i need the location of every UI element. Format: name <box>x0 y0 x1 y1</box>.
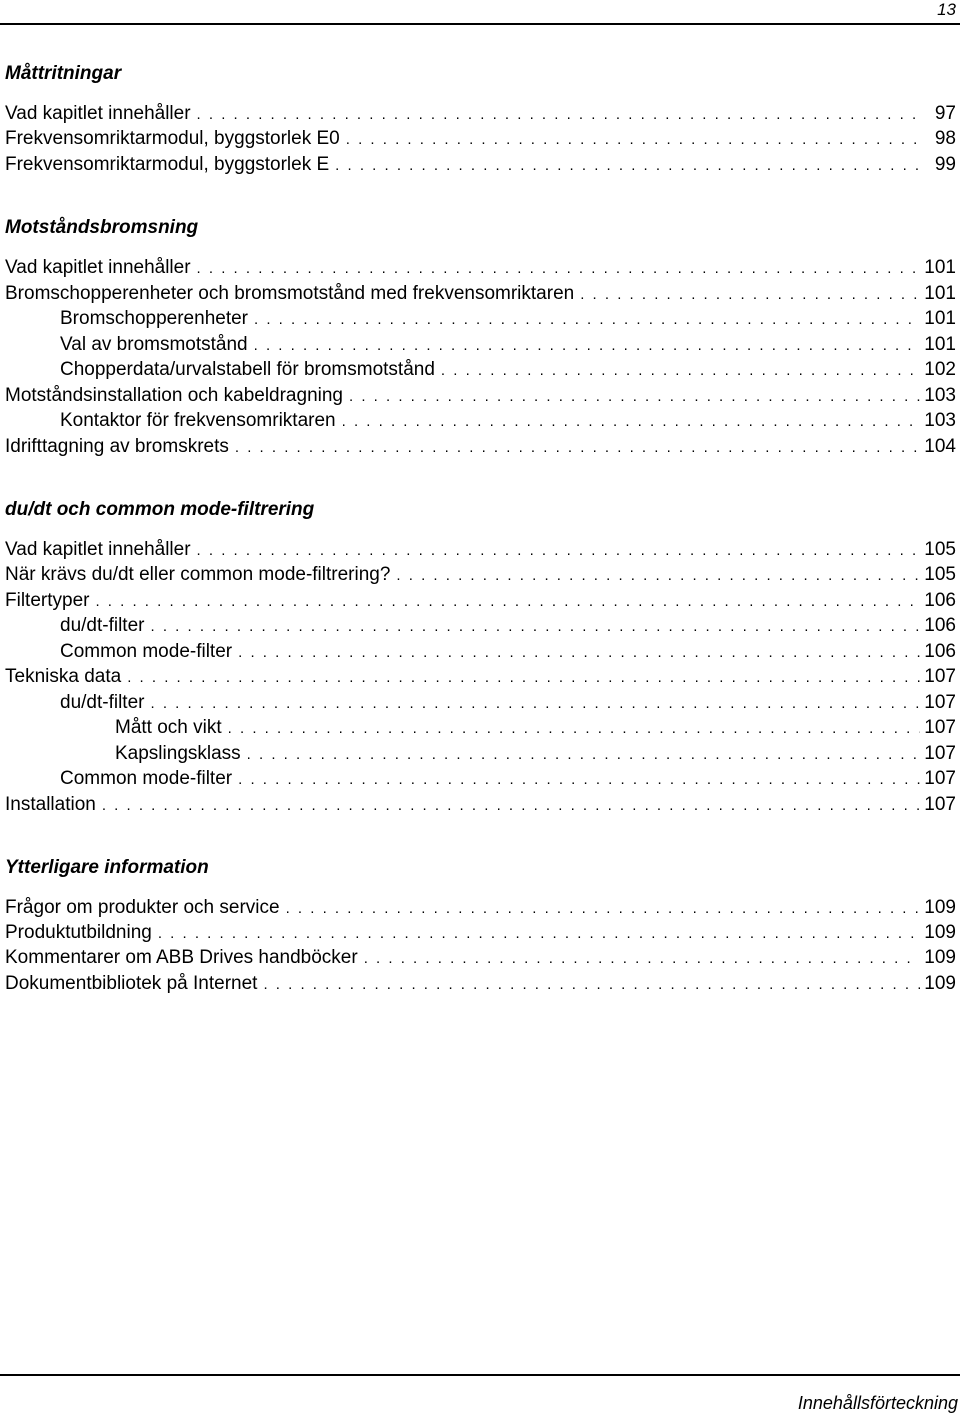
toc-entry[interactable] <box>0 896 956 920</box>
toc-entry[interactable] <box>0 102 956 126</box>
footer-title: Innehållsförteckning <box>797 1393 958 1413</box>
toc-entry-page: 106 <box>924 641 956 662</box>
toc-entry-page: 107 <box>924 743 956 764</box>
dot-leader <box>346 128 920 152</box>
toc-entry-page: 106 <box>924 590 956 611</box>
dot-leader <box>396 564 920 588</box>
dot-leader <box>228 717 920 741</box>
toc-entry-page: 97 <box>934 103 956 124</box>
toc-entry-page: 101 <box>924 257 956 278</box>
toc-entry-page: 101 <box>924 283 956 304</box>
dot-leader <box>247 743 920 767</box>
toc-entry-page: 107 <box>924 666 956 687</box>
toc-entry[interactable] <box>0 793 956 817</box>
toc-entry-page: 103 <box>924 410 956 431</box>
toc-entry-page: 103 <box>924 385 956 406</box>
section-title: du/dt och common mode-filtrering <box>5 499 315 520</box>
dot-leader <box>580 283 920 307</box>
toc-entry-page: 107 <box>924 717 956 738</box>
toc-entry-label: Mått och vikt <box>115 717 222 738</box>
section-title: Ytterligare information <box>5 857 209 878</box>
toc-entry-label: Vad kapitlet innehåller <box>5 257 191 278</box>
toc-entry-page: 109 <box>924 922 956 943</box>
toc-entry[interactable] <box>0 153 956 177</box>
toc-entry-label: Installation <box>5 794 96 815</box>
toc-entry-label: Dokumentbibliotek på Internet <box>5 973 258 994</box>
toc-entry-label: Filtertyper <box>5 590 90 611</box>
toc-entry[interactable] <box>0 742 956 766</box>
dot-leader <box>254 308 920 332</box>
dot-leader <box>127 666 920 690</box>
toc-entry[interactable] <box>0 767 956 791</box>
toc-entry[interactable] <box>0 640 956 664</box>
toc-entry-page: 99 <box>934 154 956 175</box>
toc-entry[interactable] <box>0 435 956 459</box>
toc-entry-page: 102 <box>924 359 956 380</box>
toc-entry[interactable] <box>0 538 956 562</box>
toc-entry-label: du/dt-filter <box>60 615 145 636</box>
toc-entry-label: Motståndsinstallation och kabeldragning <box>5 385 343 406</box>
toc-entry-label: Produktutbildning <box>5 922 152 943</box>
dot-leader <box>441 359 920 383</box>
toc-entry-page: 107 <box>924 794 956 815</box>
toc-entry[interactable] <box>0 589 956 613</box>
dot-leader <box>349 385 920 409</box>
footer-rule <box>0 1374 960 1376</box>
dot-leader <box>197 103 920 127</box>
toc-entry-label: du/dt-filter <box>60 692 145 713</box>
toc-entry-label: Frågor om produkter och service <box>5 897 280 918</box>
dot-leader <box>254 334 920 358</box>
dot-leader <box>235 436 920 460</box>
toc-entry[interactable] <box>0 358 956 382</box>
toc-entry-label: Idrifttagning av bromskrets <box>5 436 229 457</box>
toc-entry-page: 109 <box>924 947 956 968</box>
toc-entry-page: 107 <box>924 768 956 789</box>
dot-leader <box>238 641 920 665</box>
dot-leader <box>263 973 920 997</box>
toc-entry-label: När krävs du/dt eller common mode-filtrering? <box>5 564 391 585</box>
toc-entry-label: Chopperdata/urvalstabell för bromsmotstånd <box>60 359 435 380</box>
toc-entry[interactable] <box>0 127 956 151</box>
toc-entry-page: 109 <box>924 897 956 918</box>
toc-entry-label: Kontaktor för frekvensomriktaren <box>60 410 336 431</box>
toc-entry-label: Kommentarer om ABB Drives handböcker <box>5 947 358 968</box>
toc-entry-label: Common mode-filter <box>60 768 233 789</box>
toc-entry[interactable] <box>0 409 956 433</box>
toc-entry-page: 106 <box>924 615 956 636</box>
toc-entry[interactable] <box>0 256 956 280</box>
page-number: 13 <box>937 0 956 19</box>
dot-leader <box>95 590 920 614</box>
dot-leader <box>150 692 920 716</box>
section-title: Måttritningar <box>5 63 122 84</box>
toc-entry-page: 109 <box>924 973 956 994</box>
dot-leader <box>197 257 920 281</box>
toc-entry-page: 105 <box>924 564 956 585</box>
section-title: Motståndsbromsning <box>5 217 199 238</box>
toc-entry[interactable] <box>0 563 956 587</box>
toc-entry-page: 105 <box>924 539 956 560</box>
toc-entry-page: 104 <box>924 436 956 457</box>
toc-entry[interactable] <box>0 384 956 408</box>
toc-entry-label: Vad kapitlet innehåller <box>5 539 191 560</box>
dot-leader <box>342 410 920 434</box>
dot-leader <box>238 768 920 792</box>
toc-entry-page: 98 <box>934 128 956 149</box>
toc-entry[interactable] <box>0 614 956 638</box>
dot-leader <box>102 794 920 818</box>
dot-leader <box>364 947 920 971</box>
toc-entry-page: 101 <box>924 334 956 355</box>
dot-leader <box>150 615 920 639</box>
toc-entry[interactable] <box>0 946 956 970</box>
toc-entry[interactable] <box>0 972 956 996</box>
toc-entry-label: Kapslingsklass <box>115 743 241 764</box>
toc-entry[interactable] <box>0 282 956 306</box>
dot-leader <box>197 539 920 563</box>
toc-entry-label: Bromschopperenheter och bromsmotstånd med frekvensomriktaren <box>5 283 575 304</box>
header-rule <box>0 23 960 25</box>
toc-entry[interactable] <box>0 307 956 331</box>
toc-entry-label: Frekvensomriktarmodul, byggstorlek E0 <box>5 128 340 149</box>
toc-entry[interactable] <box>0 691 956 715</box>
toc-entry-label: Common mode-filter <box>60 641 233 662</box>
toc-entry-label: Vad kapitlet innehåller <box>5 103 191 124</box>
toc-entry[interactable] <box>0 333 956 357</box>
toc-entry-page: 107 <box>924 692 956 713</box>
toc-entry[interactable] <box>0 665 956 689</box>
toc-entry-label: Frekvensomriktarmodul, byggstorlek E <box>5 154 330 175</box>
toc-entry[interactable] <box>0 921 956 945</box>
toc-entry[interactable] <box>0 716 956 740</box>
toc-entry-label: Bromschopperenheter <box>60 308 248 329</box>
dot-leader <box>335 154 920 178</box>
toc-entry-page: 101 <box>924 308 956 329</box>
toc-entry-label: Val av bromsmotstånd <box>60 334 248 355</box>
dot-leader <box>286 897 920 921</box>
toc-entry-label: Tekniska data <box>5 666 122 687</box>
dot-leader <box>158 922 920 946</box>
